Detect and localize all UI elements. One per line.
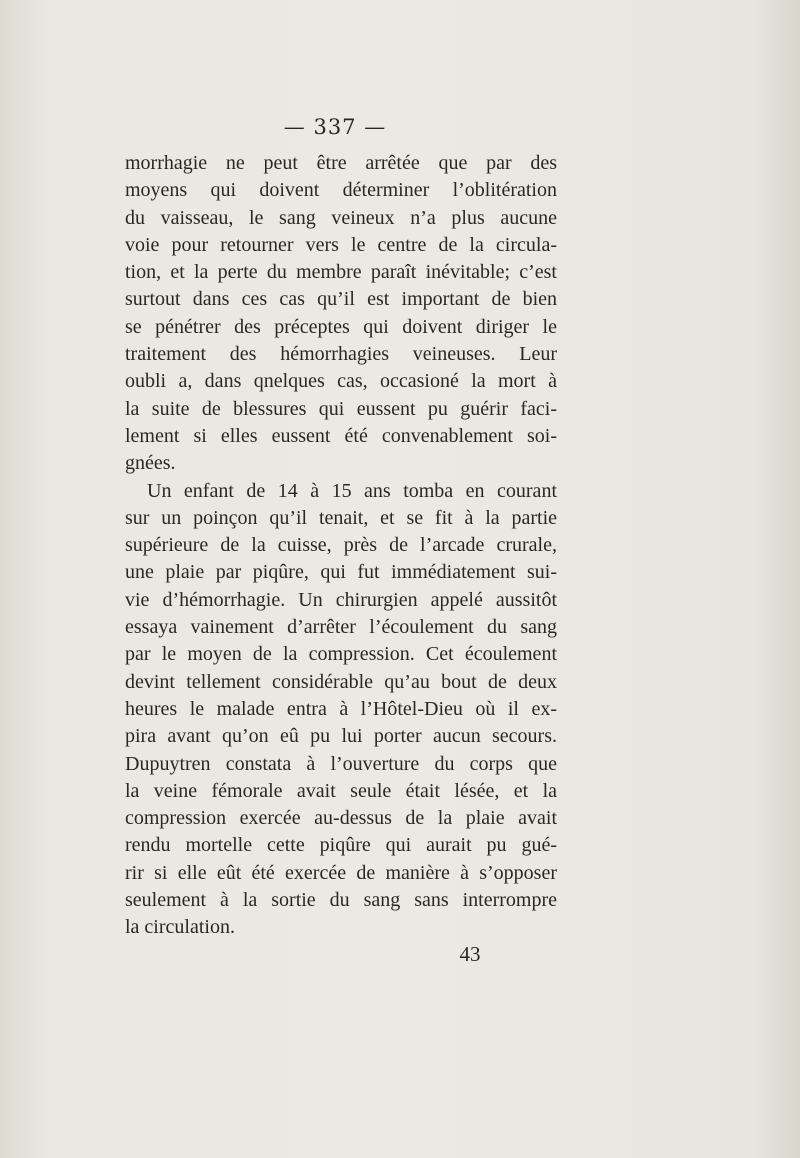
text-line: rir si elle eût été exercée de manière à s’opposer xyxy=(125,861,557,884)
text-line: traitement des hémorrhagies veineuses. Leur xyxy=(125,343,557,366)
text-line: par le moyen de la compression. Cet écoulement xyxy=(125,643,557,666)
text-line: devint tellement considérable qu’au bout de deux xyxy=(125,670,557,693)
text-line: gnées. xyxy=(125,452,176,475)
signature-mark: 43 xyxy=(459,942,481,966)
text-line: sur un poinçon qu’il tenait, et se fit à la partie xyxy=(125,506,557,529)
text-line: supérieure de la cuisse, près de l’arcade crurale, xyxy=(125,534,557,557)
body-text xyxy=(125,150,557,942)
text-line: essaya vainement d’arrêter l’écoulement du sang xyxy=(125,616,557,639)
text-line: rendu mortelle cette piqûre qui aurait pu gué- xyxy=(125,834,557,857)
text-line: la suite de blessures qui eussent pu guérir faci- xyxy=(125,397,557,420)
text-line: Un enfant de 14 à 15 ans tomba en courant xyxy=(147,479,557,502)
text-line: lement si elles eussent été convenablement soi- xyxy=(125,424,557,447)
text-line: morrhagie ne peut être arrêtée que par des xyxy=(125,152,557,174)
text-line: la veine fémorale avait seule était lésée, et la xyxy=(125,779,557,802)
text-line: compression exercée au-dessus de la plaie avait xyxy=(125,807,557,830)
text-line: Dupuytren constata à l’ouverture du corps que xyxy=(125,752,557,775)
text-line: voie pour retourner vers le centre de la circula- xyxy=(125,233,557,256)
text-line: oubli a, dans qnelques cas, occasioné la mort à xyxy=(125,370,557,393)
text-line: pira avant qu’on eû pu lui porter aucun secours. xyxy=(125,725,557,748)
text-line: du vaisseau, le sang veineux n’a plus aucune xyxy=(125,206,557,229)
page-number: — 337 — xyxy=(283,115,387,139)
text-line: une plaie par piqûre, qui fut immédiatement sui- xyxy=(125,561,557,584)
text-line: seulement à la sortie du sang sans interrompre xyxy=(125,889,557,912)
text-line: se pénétrer des préceptes qui doivent diriger le xyxy=(125,315,557,338)
text-line: la circulation. xyxy=(125,916,235,939)
text-line: heures le malade entra à l’Hôtel-Dieu où il ex- xyxy=(125,697,557,720)
text-line: surtout dans ces cas qu’il est important de bien xyxy=(125,288,557,311)
text-line: vie d’hémorrhagie. Un chirurgien appelé aussitôt xyxy=(125,588,557,611)
text-line: tion, et la perte du membre paraît inévitable; c’est xyxy=(125,261,557,284)
text-line: moyens qui doivent déterminer l’oblitération xyxy=(125,179,557,202)
